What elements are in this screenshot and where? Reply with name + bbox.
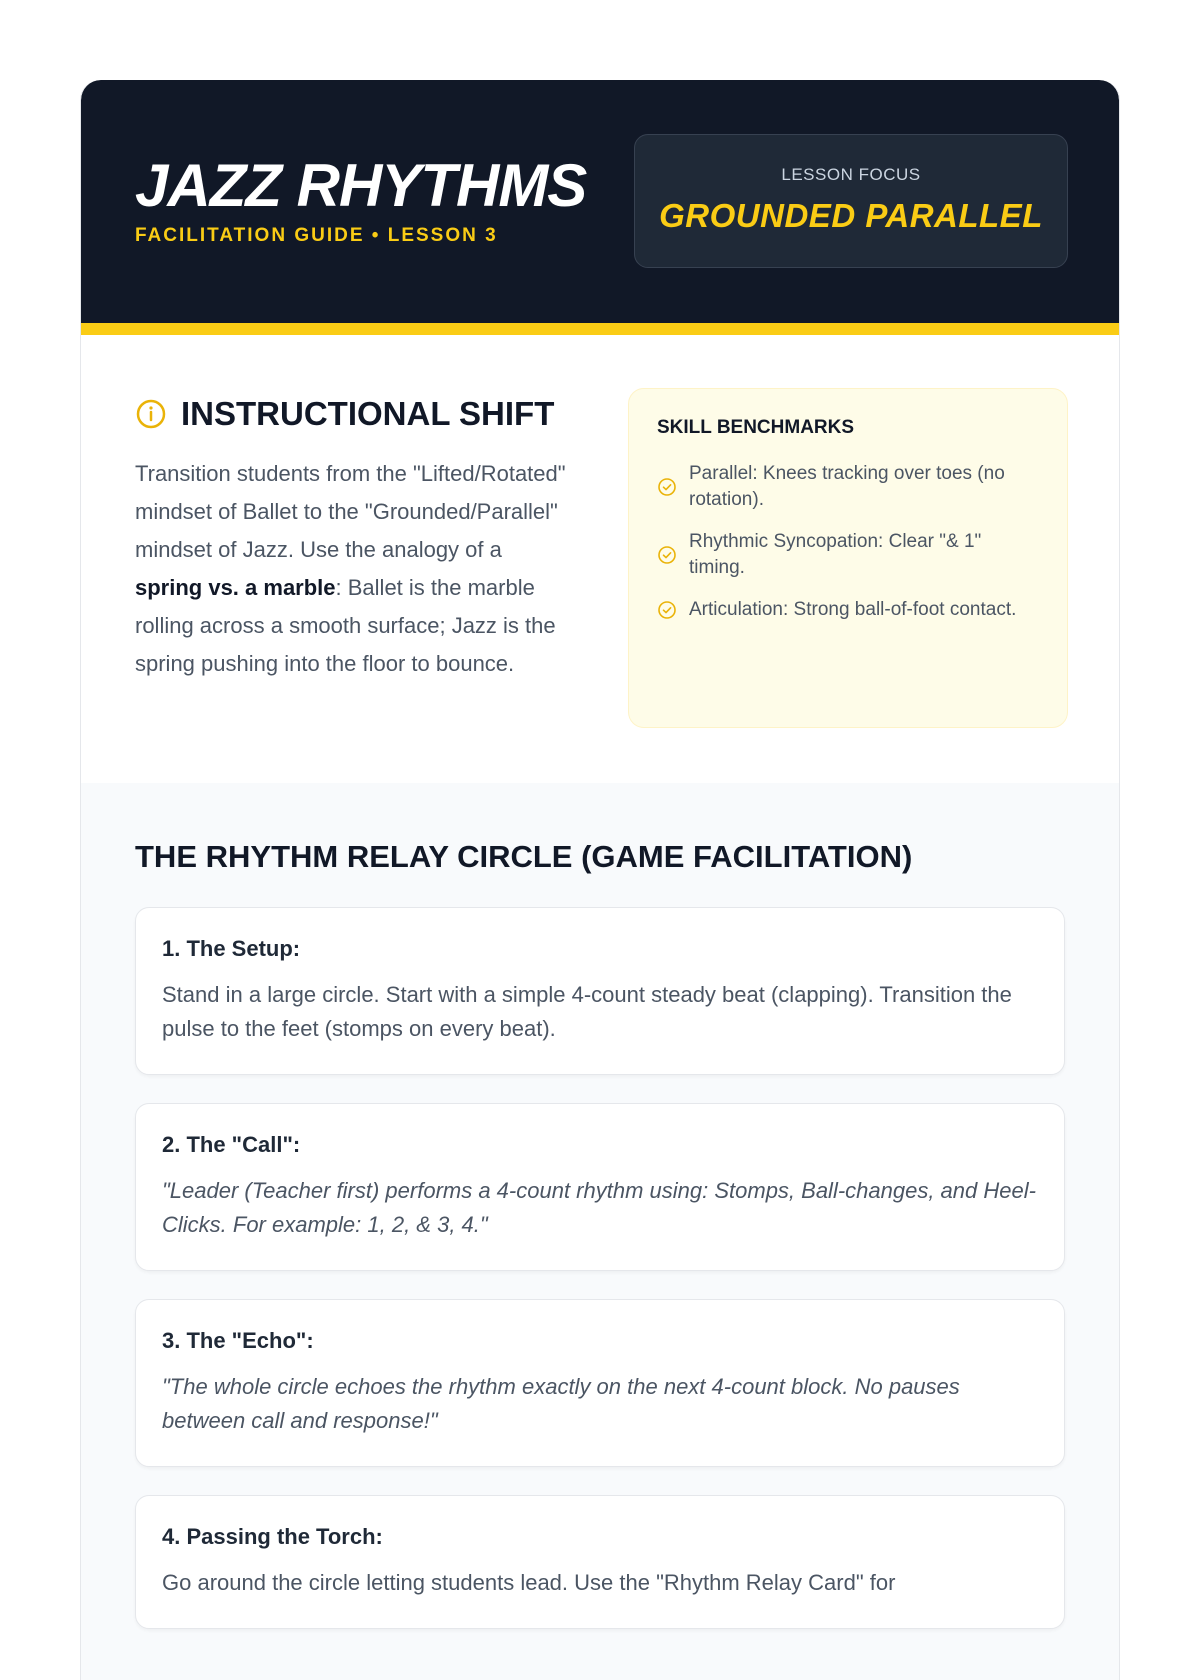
shift-text-part: Transition students from the "Lifted/Rotated" mindset of Ballet to the "Grounded/Parallel" mindset of Jazz. Use the analogy of a	[135, 461, 566, 562]
lesson-focus-label: LESSON FOCUS	[781, 165, 921, 184]
lesson-focus-value: GROUNDED PARALLEL	[659, 197, 1043, 234]
benchmark-item	[657, 597, 1039, 623]
lesson-header	[81, 80, 1119, 323]
header-accent-bar	[81, 323, 1119, 335]
check-circle-icon	[657, 600, 677, 620]
benchmark-item	[657, 461, 1039, 513]
step-card	[135, 907, 1065, 1075]
benchmark-text: Articulation: Strong ball-of-foot contact.	[689, 599, 1017, 620]
skill-benchmarks-title: SKILL BENCHMARKS	[657, 417, 855, 438]
check-circle-icon	[657, 477, 677, 497]
shift-text-part: : Ballet is the marble rolling across a smooth surface; Jazz is the spring pushing into the floor to bounce.	[135, 575, 556, 676]
lesson-focus-card	[634, 134, 1068, 268]
step-text: Go around the circle letting students lead. Use the "Rhythm Relay Card" for	[162, 1570, 896, 1595]
info-icon	[135, 398, 167, 430]
instructional-shift-heading	[135, 395, 554, 433]
lesson-page	[80, 80, 1120, 1680]
instructional-shift-section	[81, 335, 1119, 783]
shift-text-bold: spring vs. a marble	[135, 575, 336, 600]
check-circle-icon	[657, 545, 677, 565]
step-title: 4. Passing the Torch:	[162, 1524, 383, 1549]
instructional-shift-title: INSTRUCTIONAL SHIFT	[181, 395, 555, 432]
rhythm-relay-section	[81, 783, 1119, 1680]
step-title: 1. The Setup:	[162, 936, 301, 961]
step-text: "Leader (Teacher first) performs a 4-count rhythm using: Stomps, Ball-changes, and Heel-Clicks. For example: 1, 2, & 3, 4."	[162, 1178, 1036, 1237]
instructional-shift-text	[135, 455, 575, 683]
step-text: Stand in a large circle. Start with a simple 4-count steady beat (clapping). Transition the pulse to the feet (stomps on every beat).	[162, 982, 1012, 1041]
step-card	[135, 1495, 1065, 1629]
benchmark-text: Rhythmic Syncopation: Clear "& 1" timing.	[689, 531, 982, 578]
step-text: "The whole circle echoes the rhythm exactly on the next 4-count block. No pauses between call and response!"	[162, 1374, 960, 1433]
step-title: 2. The "Call":	[162, 1132, 301, 1157]
benchmark-text: Parallel: Knees tracking over toes (no rotation).	[689, 463, 1005, 510]
step-card	[135, 1103, 1065, 1271]
page-subtitle: FACILITATION GUIDE • LESSON 3	[135, 225, 498, 246]
step-title: 3. The "Echo":	[162, 1328, 314, 1353]
rhythm-relay-title: THE RHYTHM RELAY CIRCLE (GAME FACILITATION)	[135, 839, 913, 874]
skill-benchmarks-card	[628, 388, 1068, 728]
step-card	[135, 1299, 1065, 1467]
benchmark-item	[657, 529, 1039, 581]
page-title: JAZZ RHYTHMS	[135, 152, 587, 219]
